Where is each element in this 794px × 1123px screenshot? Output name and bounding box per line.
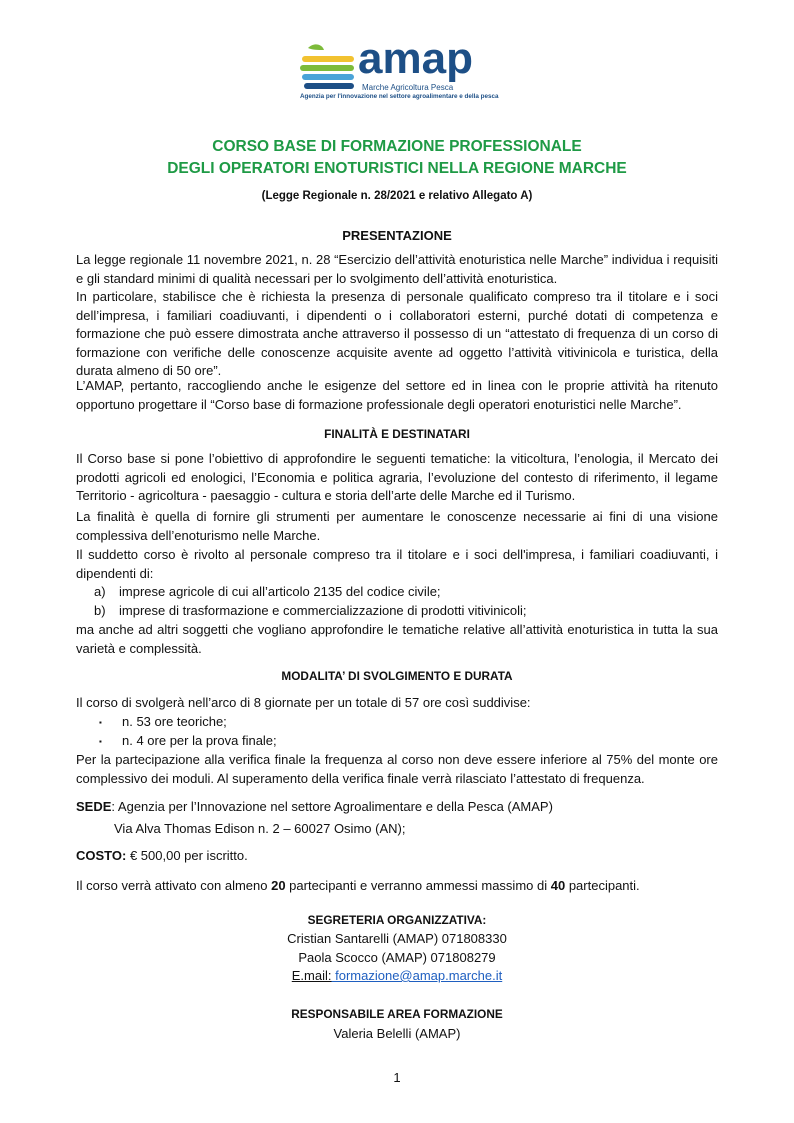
contact-line: Cristian Santarelli (AMAP) 071808330: [287, 931, 507, 946]
email-link[interactable]: formazione@amap.marche.it: [331, 968, 503, 983]
section-heading-segreteria: SEGRETERIA ORGANIZZATIVA:: [307, 913, 487, 927]
paragraph: Il suddetto corso è rivolto al personale compreso tra il titolare e i soci dell'impresa, i familiari coadiuvanti, i dipendenti di:: [76, 547, 718, 581]
square-bullet-icon: ▪: [99, 718, 102, 727]
logo-emblem-icon: [300, 42, 356, 96]
sede-label: SEDE: [76, 799, 112, 814]
participants-min: 20: [271, 878, 286, 893]
participants-text: partecipanti.: [565, 878, 640, 893]
email-line: [0, 967, 794, 986]
list-item: n. 53 ore teoriche;: [122, 714, 227, 729]
page-number: 1: [393, 1070, 401, 1085]
paragraph: ma anche ad altri soggetti che vogliano approfondire le tematiche relative all’attività enoturistica in tutta la sua varietà e complessità.: [76, 622, 718, 656]
paragraph: La finalità è quella di fornire gli strumenti per aumentare le conoscenze necessarie ai fini di una visione complessiva dell’enoturismo nelle Marche.: [76, 509, 718, 543]
participants-line: [76, 877, 640, 896]
paragraph: Il Corso base si pone l’obiettivo di approfondire le seguenti tematiche: la viticoltura, l’enologia, il Mercato dei prodotti agricoli ed enologici, l’Economia e politica agraria, l’evoluzione del contesto di riferimento, il legame Territorio - agricoltura - paesaggio - cultura e storia dell’arte delle Marche ed il Turismo.: [76, 451, 718, 503]
costo-value: € 500,00 per iscritto.: [126, 848, 248, 863]
costo-label: COSTO:: [76, 848, 127, 863]
section-heading-finalita: FINALITÀ E DESTINATARI: [324, 427, 470, 441]
participants-text: partecipanti e verranno ammessi massimo di: [285, 878, 551, 893]
contact-line: Paola Scocco (AMAP) 071808279: [298, 950, 496, 965]
list-item-marker: a): [94, 584, 106, 599]
list-item: imprese agricole di cui all’articolo 2135 del codice civile;: [119, 584, 441, 599]
sede-line: [76, 798, 553, 817]
paragraph: Il corso di svolgerà nell’arco di 8 giornate per un totale di 57 ore così suddivise:: [76, 695, 531, 710]
logo-tagline: Marche Agricoltura Pesca: [362, 83, 454, 92]
paragraph: In particolare, stabilisce che è richiesta la presenza di personale qualificato compreso tra il titolare e i soci dell’impresa, i familiari coadiuvanti, i dipendenti o i collaboratori esterni, purché dotati di competenza e formazione che può essere dimostrata anche attraverso il possesso di un “attestato di frequenza di un corso di formazione con verifiche delle conoscenze acquisite avente ad oggetto l’attività vitivinicola e turistica, della durata almeno di 50 ore”.: [76, 289, 718, 378]
participants-text: Il corso verrà attivato con almeno: [76, 878, 272, 893]
participants-max: 40: [550, 878, 566, 893]
document-subtitle: (Legge Regionale n. 28/2021 e relativo Allegato A): [261, 190, 533, 202]
paragraph: Per la partecipazione alla verifica finale la frequenza al corso non deve essere inferiore al 75% del monte ore complessivo dei moduli. Al superamento della verifica finale verrà rilasciato l’attestato di frequenza.: [76, 752, 718, 786]
document-title-line-2: DEGLI OPERATORI ENOTURISTICI NELLA REGIONE MARCHE: [167, 160, 627, 177]
list-item: imprese di trasformazione e commercializzazione di prodotti vitivinicoli;: [119, 603, 527, 618]
costo-line: [76, 847, 248, 866]
square-bullet-icon: ▪: [99, 737, 102, 746]
amap-logo: [300, 34, 510, 102]
sede-address-line-2: Via Alva Thomas Edison n. 2 – 60027 Osimo (AN);: [114, 821, 406, 836]
list-item: n. 4 ore per la prova finale;: [122, 733, 277, 748]
document-title-line-1: CORSO BASE DI FORMAZIONE PROFESSIONALE: [212, 138, 582, 155]
section-heading-responsabile: RESPONSABILE AREA FORMAZIONE: [291, 1007, 503, 1021]
paragraph: La legge regionale 11 novembre 2021, n. 28 “Esercizio dell’attività enoturistica nelle Marche” individua i requisiti e gli standard minimi di qualità necessari per lo svolgimento dell’attività enoturistica.: [76, 252, 718, 286]
list-item-marker: b): [94, 603, 106, 618]
paragraph: L’AMAP, pertanto, raccogliendo anche le esigenze del settore ed in linea con le proprie attività ha ritenuto opportuno progettare il “Corso base di formazione professionale degli operatori enoturistici nelle Marche”.: [76, 378, 718, 412]
section-heading-presentazione: PRESENTAZIONE: [342, 228, 452, 243]
email-label: E.mail:: [291, 968, 332, 983]
section-heading-modalita: MODALITA’ DI SVOLGIMENTO E DURATA: [281, 669, 513, 683]
sede-address-line-1: : Agenzia per l’Innovazione nel settore Agroalimentare e della Pesca (AMAP): [111, 799, 553, 814]
responsabile-name: Valeria Belelli (AMAP): [333, 1026, 461, 1041]
logo-wordmark: amap: [358, 34, 473, 83]
logo-subtagline: Agenzia per l'innovazione nel settore agroalimentare e della pesca: [300, 93, 499, 100]
